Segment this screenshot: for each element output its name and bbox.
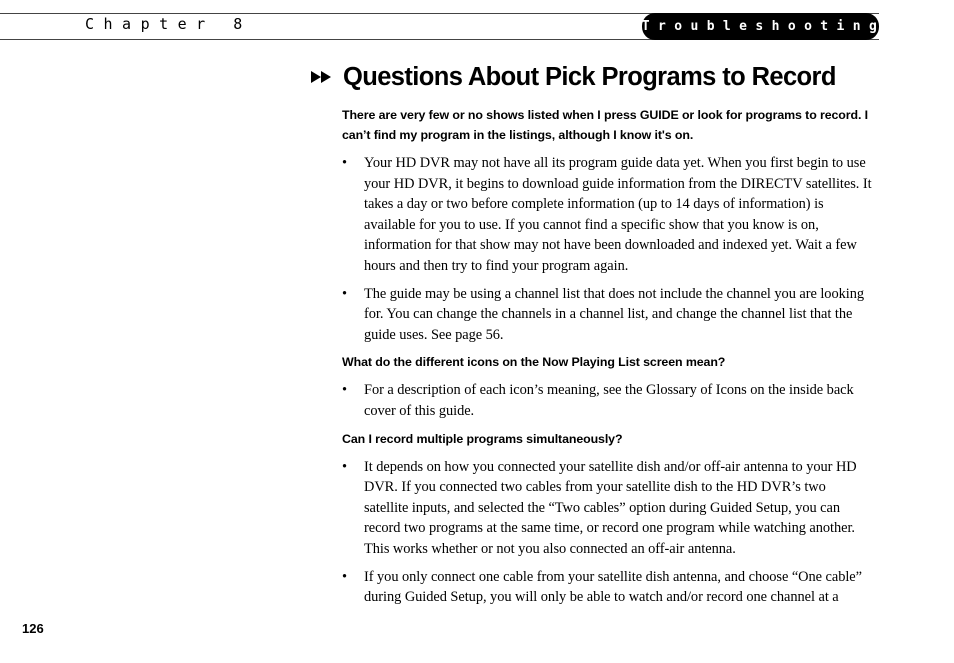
bullet-glyph: •	[342, 285, 347, 302]
answer-text: Your HD DVR may not have all its program guide data yet. When you first begin to use your HD DVR, it begins to download guide information from the DIRECTV satellites. It takes a day or two before complete information (up to 14 days of information) is available for you to use. If you cannot find a specific show that you know is on, information for that show may not have been downloaded and indexed yet. Wait a few hours and then try to find your program again.	[364, 155, 872, 274]
fast-forward-icon	[311, 70, 332, 84]
answer-item	[342, 153, 872, 277]
answer-list	[342, 153, 872, 345]
answer-item	[342, 284, 872, 346]
answer-list	[342, 380, 872, 421]
question-heading: Can I record multiple programs simultaneously?	[342, 431, 623, 446]
answer-text: The guide may be using a channel list that does not include the channel you are looking for. You can change the channels in a channel list, and change the channel list that the guide uses. See page 56.	[364, 285, 864, 343]
bullet-glyph: •	[342, 568, 347, 585]
answer-item	[342, 567, 872, 608]
page-title: Questions About Pick Programs to Record	[343, 62, 836, 91]
bullet-glyph: •	[342, 155, 347, 171]
bullet-glyph: •	[342, 458, 347, 475]
question-heading: There are very few or no shows listed when I press GUIDE or look for programs to record. I can’t find my program in the listings, although I know it's on.	[342, 108, 868, 142]
section-tab	[641, 13, 886, 40]
section-label: Troubleshooting	[641, 19, 886, 34]
answer-text: It depends on how you connected your satellite dish and/or off-air antenna to your HD DVR. If you connected two cables from your satellite dish to the HD DVR’s two satellite inputs, and selected the “Two cables” option during Guided Setup, you can record two programs at the same time, or record one program while watching another. This works whether or not you also connected an off-air antenna.	[364, 458, 857, 557]
title-row	[311, 58, 836, 96]
answer-item	[342, 380, 872, 421]
chapter-label: Chapter 8	[85, 15, 252, 33]
content	[342, 105, 872, 615]
question-heading: What do the different icons on the Now Playing List screen mean?	[342, 355, 726, 370]
answer-list	[342, 457, 872, 608]
page-number: 126	[22, 621, 44, 636]
answer-text: If you only connect one cable from your satellite dish antenna, and choose “One cable” during Guided Setup, you will only be able to watch and/or record one channel at a	[364, 568, 862, 606]
answer-text: For a description of each icon’s meaning, see the Glossary of Icons on the inside back cover of this guide.	[364, 382, 854, 419]
bullet-glyph: •	[342, 382, 347, 399]
answer-item	[342, 457, 872, 560]
